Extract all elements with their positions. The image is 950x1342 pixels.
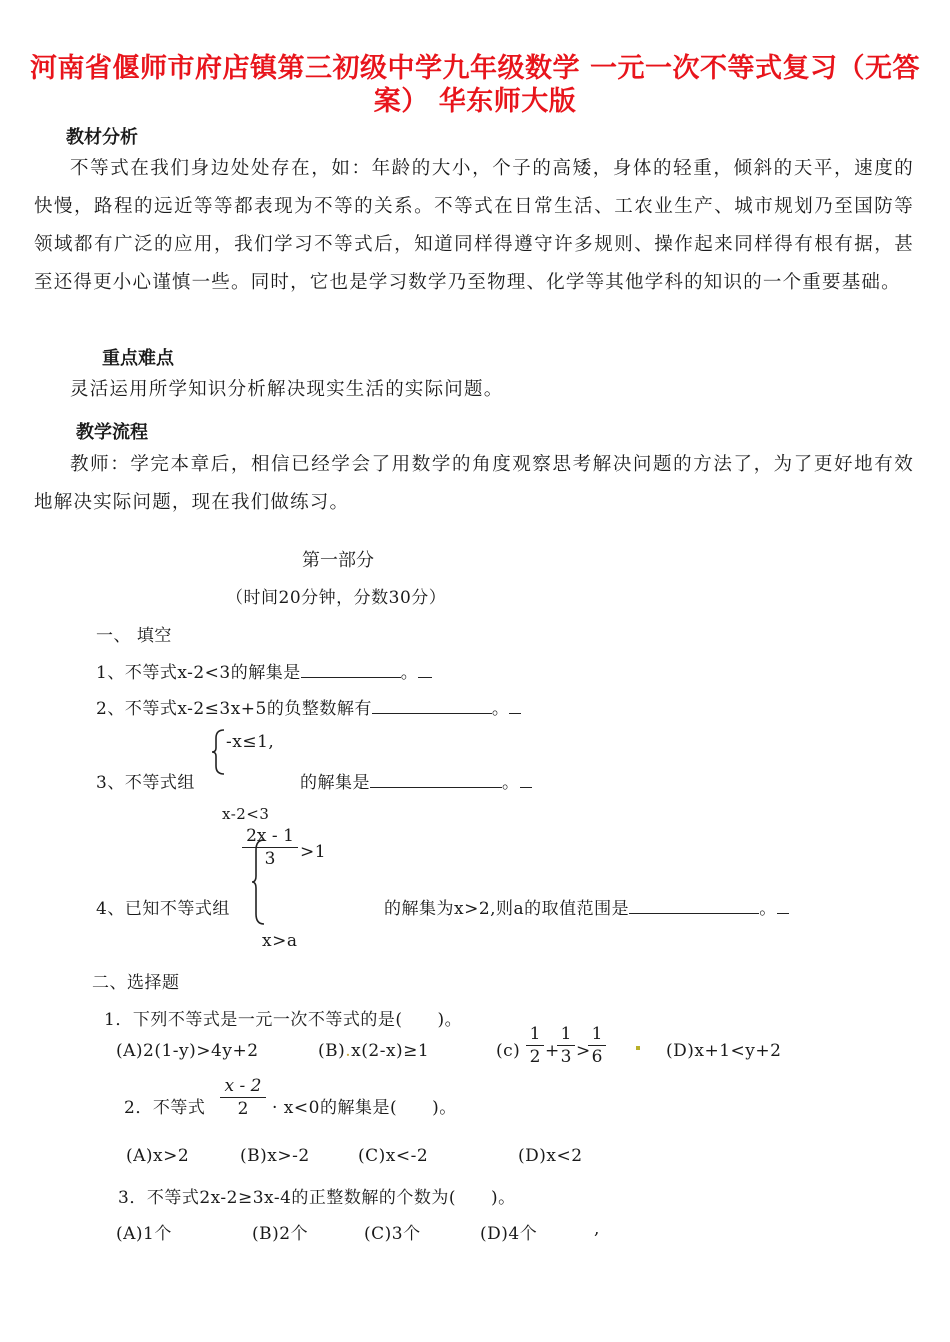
choice-q1-c-frac2 [557,1024,575,1067]
fill-question-1 [96,658,432,683]
choice-q2-numerator: x - 2 [224,1076,262,1096]
choice-q2-option-d[interactable]: (D)x<2 [518,1146,583,1166]
section-heading-key-points: 重点难点 [102,348,174,369]
choice-q1-c-gt: > [576,1041,591,1061]
fill-q3-blank-tail [520,769,532,788]
choice-q1-c-frac2-den: 3 [560,1047,572,1067]
choice-q1-option-a[interactable]: (A)2(1-y)>4y+2 [116,1041,259,1061]
fill-question-3 [300,768,532,793]
fill-q2-end: 。 [491,699,510,719]
document-title: 河南省偃师市府店镇第三初级中学九年级数学 一元一次不等式复习（无答案） 华东师大版 [30,53,920,117]
choice-q1-c-frac1-den: 2 [529,1047,541,1067]
fill-heading: 一、 填空 [96,626,172,646]
flow-paragraph: 教师：学完本章后，相信已经学会了用数学的角度观察思考解决问题的方法了，为了更好地有效地解决实际问题，现在我们做练习。 [34,454,914,513]
fill-q1-blank-tail [418,659,432,678]
section-heading-analysis: 教材分析 [66,127,138,148]
choice-q3-option-b[interactable]: (B)2个 [252,1224,309,1244]
fill-q1-end: 。 [400,663,419,683]
part-subtitle: （时间20分钟，分数30分） [226,588,447,608]
fill-q3-text: 3、不等式组 [96,773,195,793]
choice-q2-option-b[interactable]: (B)x>-2 [240,1146,310,1166]
fill-q2-blank[interactable] [372,695,492,714]
choice-q3-text: 3．不等式2x-2≥3x-4的正整数解的个数为( )。 [118,1188,516,1208]
choice-q2-fraction [220,1076,266,1119]
fill-q4-blank-tail [777,895,789,914]
fill-question-2 [96,694,521,719]
choice-q1-c-frac3-num: 1 [591,1024,603,1044]
section-heading-flow: 教学流程 [76,422,148,443]
fill-q4-numerator: 2x - 1 [246,826,294,846]
fill-q3-after: 的解集是 [300,773,370,793]
fill-q4-line2: x>a [262,931,298,951]
choice-q2-post: · x<0的解集是( )。 [272,1098,457,1118]
key-points-paragraph: 灵活运用所学知识分析解决现实生活的实际问题。 [70,379,504,400]
choice-q3-trailing-mark: , [594,1219,600,1239]
choice-q1-b-label[interactable]: (B) [318,1041,346,1061]
fill-q4-gt: >1 [300,842,327,862]
fill-q2-blank-tail [509,695,521,714]
fill-q4-denominator: 3 [264,849,276,869]
choice-q3-option-c[interactable]: (C)3个 [364,1224,421,1244]
choice-q1-c-frac1-num: 1 [529,1024,541,1044]
fill-q4-after: 的解集为x>2,则a的取值范围是 [384,899,630,919]
choice-q2-pre: 2．不等式 [124,1098,206,1118]
choice-q2-option-c[interactable]: (C)x<-2 [358,1146,429,1166]
fill-question-4 [384,894,789,919]
fill-q1-blank[interactable] [301,659,401,678]
fill-q3-line2: x-2<3 [222,805,270,823]
fill-q3-line1: -x≤1, [226,732,275,752]
choice-q1-c-label[interactable]: (c) [496,1041,521,1061]
part-title: 第一部分 [302,550,374,571]
choice-q1-c-frac2-num: 1 [560,1024,572,1044]
choice-q1-c-frac3 [588,1024,606,1067]
choice-q1-text: 1．下列不等式是一元一次不等式的是( )。 [104,1010,463,1030]
fill-q4-text: 4、已知不等式组 [96,899,230,919]
choice-heading: 二、选择题 [92,973,180,993]
analysis-paragraph: 不等式在我们身边处处存在，如：年龄的大小，个子的高矮，身体的轻重，倾斜的天平，速度的快慢，路程的远近等等都表现为不等的关系。不等式在日常生活、工农业生产、城市规划乃至国防等领域都有广泛的应用，我们学习不等式后，知道同样得遵守许多规则、操作起来同样得有根有据，甚至还得更小心谨慎一些。同时，它也是学习数学乃至物理、化学等其他学科的知识的一个重要基础。 [34,158,914,293]
fill-q3-end: 。 [502,773,520,793]
stray-dot-mark [636,1046,640,1050]
fill-q4-blank[interactable] [629,895,759,914]
fill-q4-end: 。 [759,899,777,919]
choice-q1-c-plus: + [545,1041,560,1061]
choice-q1-c-frac1 [526,1024,544,1067]
choice-q2-option-a[interactable]: (A)x>2 [126,1146,190,1166]
fill-q1-text: 1、不等式x-2<3的解集是 [96,663,301,683]
choice-q1-option-d[interactable]: (D)x+1<y+2 [666,1041,782,1061]
fill-q4-brace [250,838,268,926]
fill-q3-blank[interactable] [370,769,502,788]
choice-q3-option-d[interactable]: (D)4个 [480,1224,538,1244]
choice-q3-option-a[interactable]: (A)1个 [116,1224,172,1244]
fill-q2-text: 2、不等式x-2≤3x+5的负整数解有 [96,699,372,719]
choice-q1-c-frac3-den: 6 [591,1047,603,1067]
choice-q2-denominator: 2 [237,1099,249,1119]
choice-q1-b-expr: x(2-x)≥1 [351,1041,430,1061]
choice-q1-option-b: (B).x(2-x)≥1 [318,1041,430,1061]
